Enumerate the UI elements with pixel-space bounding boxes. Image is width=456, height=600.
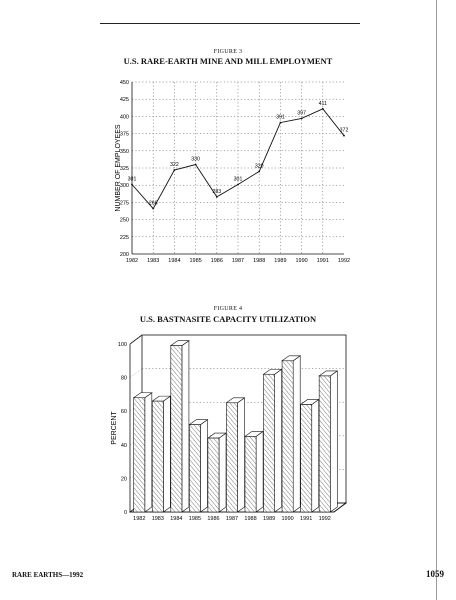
x-tick-label: 1990 bbox=[295, 258, 308, 264]
bar-side bbox=[145, 393, 152, 512]
x-tick-label: 1985 bbox=[189, 258, 202, 264]
bar-front bbox=[226, 403, 237, 512]
bar-side bbox=[182, 341, 189, 512]
x-tick-label: 1992 bbox=[337, 258, 351, 264]
y-axis-title: PERCENT bbox=[111, 411, 118, 445]
bar-front bbox=[245, 436, 256, 512]
data-label: 372 bbox=[339, 127, 349, 134]
data-label: 322 bbox=[170, 162, 179, 169]
y-tick-label: 60 bbox=[120, 409, 127, 416]
x-tick-label: 1987 bbox=[231, 258, 245, 264]
x-tick-label: 1992 bbox=[318, 516, 331, 522]
y-tick-label: 225 bbox=[119, 234, 129, 241]
bar-front bbox=[319, 376, 330, 512]
bar bbox=[264, 369, 282, 512]
x-tick-label: 1990 bbox=[281, 516, 294, 522]
bar-front bbox=[134, 398, 145, 512]
bar-front bbox=[301, 404, 312, 512]
bar-side bbox=[293, 356, 300, 512]
bar bbox=[301, 399, 319, 512]
y-tick-label: 20 bbox=[120, 476, 127, 483]
bar-side bbox=[275, 369, 282, 512]
grid-line bbox=[130, 369, 142, 378]
bar-side bbox=[219, 433, 226, 512]
bar-side bbox=[256, 431, 263, 512]
y-tick-label: 450 bbox=[119, 80, 129, 86]
bar bbox=[189, 420, 207, 512]
figure-3-label: FIGURE 3 bbox=[213, 49, 243, 55]
bar bbox=[282, 356, 300, 512]
bar-front bbox=[264, 374, 275, 512]
bar-front bbox=[189, 425, 200, 512]
footer-publication: RARE EARTHS—1992 bbox=[12, 571, 84, 579]
figure-4-title: U.S. BASTNASITE CAPACITY UTILIZATION bbox=[139, 314, 317, 324]
x-tick-label: 1991 bbox=[300, 516, 313, 522]
bar bbox=[245, 431, 263, 512]
x-tick-label: 1991 bbox=[316, 258, 329, 264]
bar-side bbox=[238, 398, 245, 512]
data-label: 411 bbox=[318, 100, 327, 107]
x-tick-label: 1982 bbox=[125, 258, 139, 264]
x-tick-label: 1989 bbox=[262, 516, 276, 522]
bar bbox=[319, 371, 337, 512]
bar-front bbox=[282, 361, 293, 512]
y-tick-label: 400 bbox=[119, 114, 129, 121]
x-tick-label: 1984 bbox=[170, 516, 183, 522]
bar bbox=[226, 398, 244, 512]
y-tick-label: 300 bbox=[119, 183, 129, 190]
page-number: 1059 bbox=[426, 569, 444, 579]
y-tick-label: 0 bbox=[123, 510, 127, 516]
x-tick-label: 1984 bbox=[168, 258, 181, 264]
bar bbox=[171, 341, 189, 512]
figure-3-title: U.S. RARE-EARTH MINE AND MILL EMPLOYMENT bbox=[123, 56, 333, 66]
data-label: 320 bbox=[254, 163, 264, 170]
bar-side bbox=[312, 399, 319, 512]
y-axis-title: NUMBER OF EMPLOYEES bbox=[115, 124, 122, 212]
y-tick-label: 250 bbox=[119, 217, 129, 224]
bar-side bbox=[200, 420, 207, 512]
bar-side bbox=[163, 396, 170, 512]
y-tick-label: 40 bbox=[120, 442, 127, 449]
x-tick-label: 1983 bbox=[147, 258, 160, 264]
x-tick-label: 1986 bbox=[207, 516, 220, 522]
y-tick-label: 100 bbox=[117, 342, 127, 348]
bar bbox=[208, 433, 226, 512]
y-tick-label: 350 bbox=[119, 148, 129, 155]
data-label: 397 bbox=[297, 110, 306, 117]
data-label: 391 bbox=[276, 114, 285, 121]
bar-front bbox=[171, 346, 182, 512]
x-tick-label: 1989 bbox=[274, 258, 287, 264]
data-label: 330 bbox=[191, 156, 200, 163]
x-tick-label: 1988 bbox=[244, 516, 257, 522]
bar-front bbox=[152, 401, 163, 512]
x-tick-label: 1982 bbox=[133, 516, 146, 522]
x-tick-label: 1983 bbox=[151, 516, 164, 522]
figure-4-label: FIGURE 4 bbox=[213, 306, 243, 312]
bar bbox=[152, 396, 170, 512]
y-tick-label: 325 bbox=[119, 166, 129, 172]
data-label: 266 bbox=[148, 200, 158, 207]
data-label: 283 bbox=[212, 188, 222, 195]
bar-front bbox=[208, 438, 219, 512]
x-tick-label: 1987 bbox=[225, 516, 239, 522]
y-tick-label: 275 bbox=[119, 200, 129, 207]
x-tick-label: 1985 bbox=[188, 516, 202, 522]
data-label: 301 bbox=[127, 176, 137, 183]
x-tick-label: 1986 bbox=[210, 258, 223, 264]
x-tick-label: 1988 bbox=[253, 258, 266, 264]
y-tick-label: 425 bbox=[119, 97, 129, 104]
y-tick-label: 80 bbox=[120, 375, 127, 382]
y-tick-label: 375 bbox=[119, 131, 129, 138]
bar-side bbox=[330, 371, 337, 512]
bar bbox=[134, 393, 152, 512]
data-label: 301 bbox=[233, 176, 243, 183]
y-tick-label: 200 bbox=[119, 252, 129, 258]
